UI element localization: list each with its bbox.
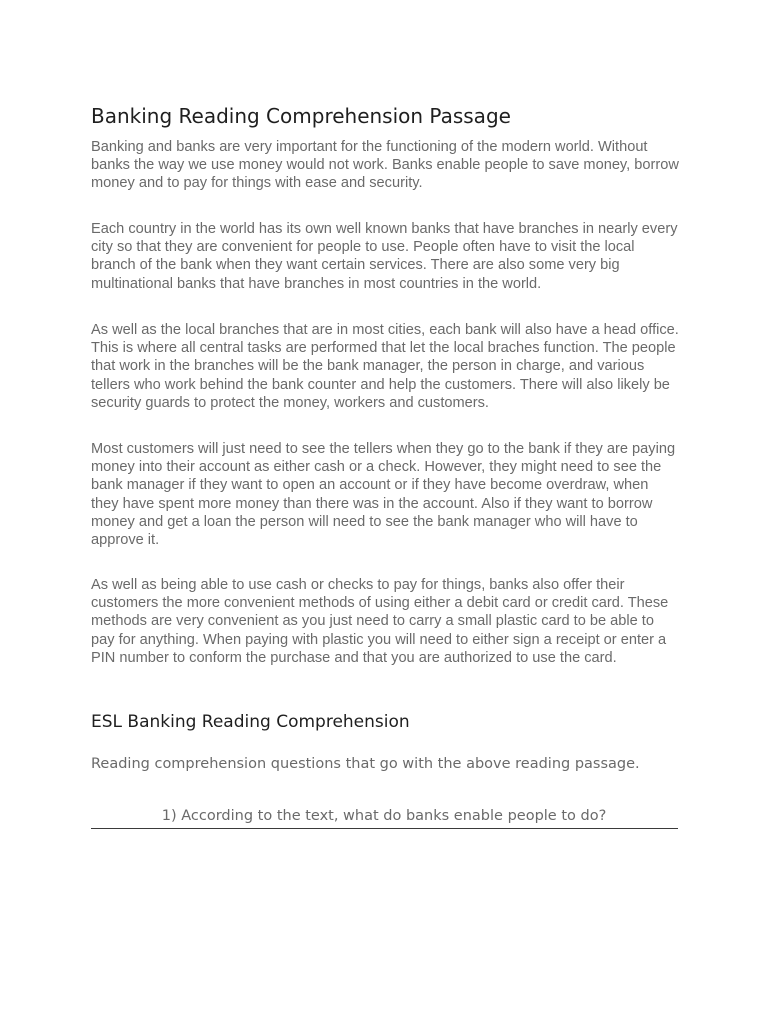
passage-paragraph: Banking and banks are very important for the functioning of the modern world. Without banks the way we use money would not work. Banks enable people to save money, borrow money and to pay for things with ease and security. bbox=[91, 139, 679, 192]
passage-paragraph: Most customers will just need to see the tellers when they go to the bank if they are paying money into their account as either cash or a check. However, they might need to see the bank manager if they want to open an account or if they have become overdraw, when they have spent more money than there was in the account. Also if they want to borrow money and get a loan the person will need to see the bank manager who will have to approve it. bbox=[91, 441, 676, 549]
question-1: 1) According to the text, what do banks enable people to do? bbox=[161, 808, 607, 824]
passage-title: Banking Reading Comprehension Passage bbox=[91, 104, 511, 128]
passage-paragraph: Each country in the world has its own well known banks that have branches in nearly every city so that they are convenient for people to use. People often have to visit the local branch of the bank when they want certain services. There are also some very big multinational banks that have branches in most countries in the world. bbox=[91, 221, 678, 292]
passage-paragraph: As well as the local branches that are in most cities, each bank will also have a head office. This is where all central tasks are performed that let the local braches function. The people that work in the branches will be the bank manager, the person in charge, and various tellers who work behind the bank counter and help the customers. There will also likely be security guards to protect the money, workers and customers. bbox=[91, 322, 679, 411]
passage-paragraph: As well as being able to use cash or checks to pay for things, banks also offer their customers the more convenient methods of using either a debit card or credit card. These methods are very convenient as you just need to carry a small plastic card to be able to pay for anything. When paying with plastic you will need to either sign a receipt or enter a PIN number to conform the purchase and that you are authorized to use the card. bbox=[91, 577, 669, 666]
section-heading: ESL Banking Reading Comprehension bbox=[91, 712, 410, 732]
answer-line bbox=[91, 828, 678, 829]
section-intro: Reading comprehension questions that go with the above reading passage. bbox=[91, 756, 640, 772]
